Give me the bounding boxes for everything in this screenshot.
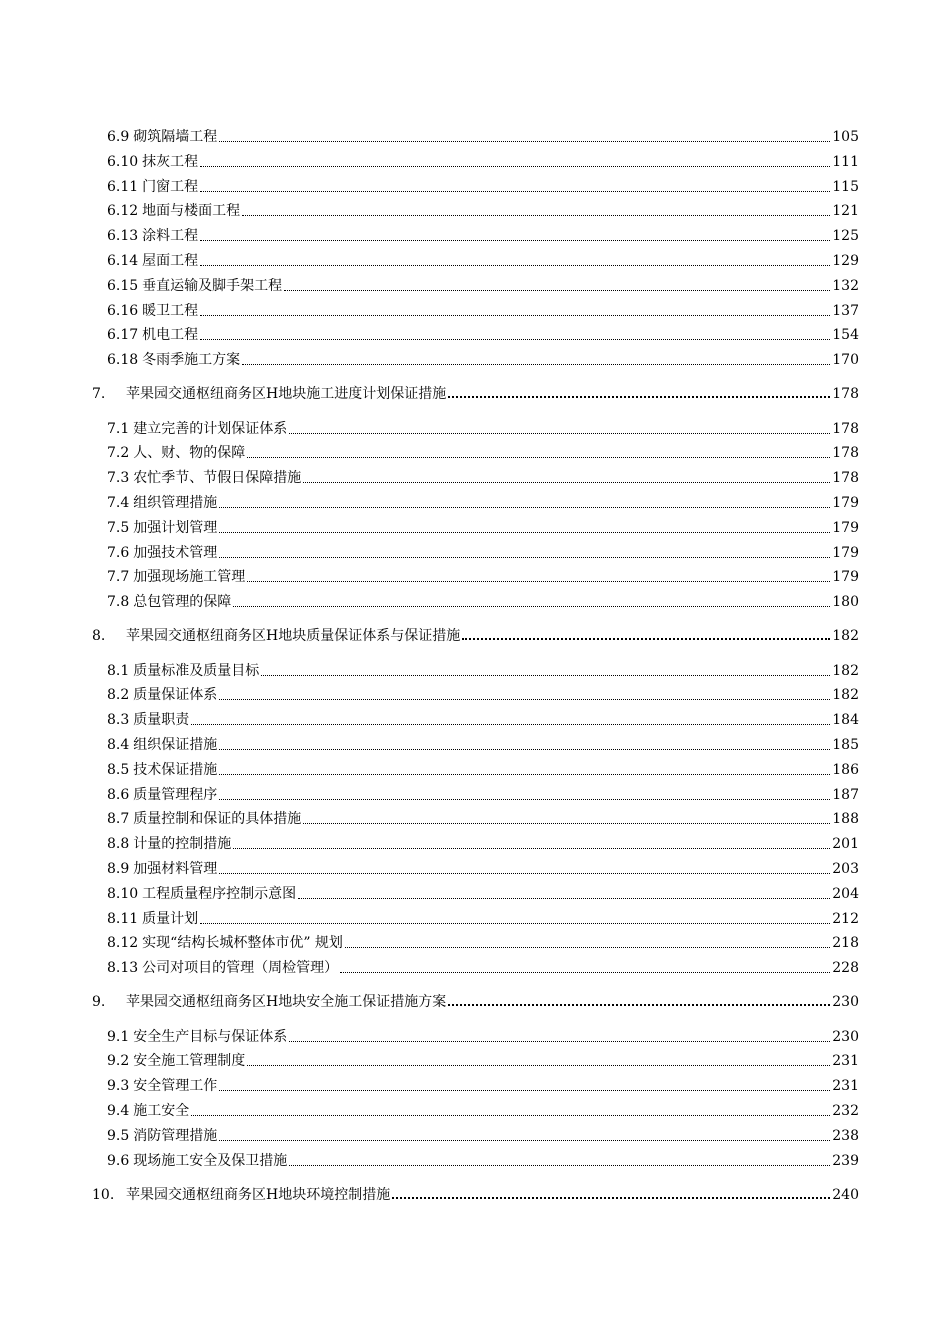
toc-entry-page: 121 xyxy=(832,203,859,220)
dot-leader xyxy=(200,165,830,167)
dot-leader xyxy=(303,822,830,824)
toc-entry-page: 231 xyxy=(832,1053,859,1070)
toc-entry-title: 屋面工程 xyxy=(142,253,199,269)
toc-entry-page: 137 xyxy=(832,302,859,319)
dot-leader xyxy=(219,1139,830,1141)
toc-entry[interactable] xyxy=(107,684,859,704)
toc-entry-number: 9. xyxy=(92,994,106,1011)
dot-leader xyxy=(247,1064,830,1066)
toc-entry[interactable] xyxy=(107,176,859,196)
toc-entry[interactable] xyxy=(107,1050,859,1070)
toc-entry[interactable] xyxy=(107,566,859,586)
toc-entry-number: 8.9 xyxy=(107,861,130,877)
toc-entry[interactable] xyxy=(107,858,859,878)
dot-leader xyxy=(233,605,830,607)
toc-entry[interactable] xyxy=(107,126,859,146)
toc-entry-page: 178 xyxy=(832,420,859,437)
toc-entry-title: 加强现场施工管理 xyxy=(133,569,246,586)
toc-entry-number: 8.1 xyxy=(107,662,130,679)
toc-entry-page: 180 xyxy=(832,594,859,611)
toc-entry-page: 232 xyxy=(832,1103,859,1119)
toc-entry-title: 砌筑隔墙工程 xyxy=(133,129,218,145)
toc-entry-number: 7.5 xyxy=(107,519,130,536)
toc-entry-page: 178 xyxy=(832,445,859,462)
toc-entry-number: 6.14 xyxy=(107,253,139,269)
toc-entry[interactable] xyxy=(107,734,859,754)
toc-entry-page: 178 xyxy=(832,386,859,403)
toc-entry-number: 6.13 xyxy=(107,228,139,245)
toc-entry-number: 8.7 xyxy=(107,811,130,828)
toc-entry-title: 技术保证措施 xyxy=(133,761,218,778)
toc-entry-page: 184 xyxy=(832,712,859,729)
toc-entry[interactable] xyxy=(107,1150,859,1170)
toc-entry-page: 170 xyxy=(832,352,859,369)
toc-entry-number: 8.2 xyxy=(107,687,130,704)
toc-entry-page: 185 xyxy=(832,737,859,753)
dot-leader xyxy=(200,922,830,924)
dot-leader xyxy=(242,363,830,365)
toc-entry[interactable] xyxy=(107,349,859,369)
toc-entry-title: 工程质量程序控制示意图 xyxy=(142,885,297,902)
toc-entry-number: 7.1 xyxy=(107,420,130,437)
dot-leader xyxy=(233,847,830,849)
toc-entry-number: 7.7 xyxy=(107,569,130,586)
toc-chapter-entry[interactable] xyxy=(92,1184,859,1204)
toc-entry-title: 组织管理措施 xyxy=(133,495,218,511)
dot-leader xyxy=(200,314,830,316)
toc-entry-page: 182 xyxy=(832,687,859,704)
dot-leader xyxy=(219,748,830,750)
dot-leader xyxy=(392,1196,830,1199)
toc-entry-number: 8.6 xyxy=(107,786,130,803)
toc-entry-page: 105 xyxy=(832,129,859,145)
dot-leader xyxy=(289,432,830,434)
toc-entry[interactable] xyxy=(107,442,859,462)
toc-entry-page: 154 xyxy=(832,327,859,344)
toc-entry-title: 垂直运输及脚手架工程 xyxy=(142,277,283,294)
toc-entry[interactable] xyxy=(107,591,859,611)
toc-entry-title: 苹果园交通枢纽商务区H地块环境控制措施 xyxy=(126,1186,391,1203)
dot-leader xyxy=(219,698,830,700)
toc-entry-page: 179 xyxy=(832,569,859,586)
toc-entry-title: 苹果园交通枢纽商务区H地块质量保证体系与保证措施 xyxy=(126,628,461,645)
toc-entry-number: 8. xyxy=(92,628,106,645)
toc-entry-title: 实现“结构长城杯整体市优” 规划 xyxy=(142,935,343,952)
toc-entry-number: 7.4 xyxy=(107,495,130,511)
toc-entry[interactable] xyxy=(107,808,859,828)
dot-leader xyxy=(242,214,830,216)
toc-entry-title: 苹果园交通枢纽商务区H地块安全施工保证措施方案 xyxy=(126,994,447,1011)
toc-entry-title: 计量的控制措施 xyxy=(133,836,232,853)
toc-entry-page: 203 xyxy=(832,861,859,877)
toc-entry-title: 安全生产目标与保证体系 xyxy=(133,1028,288,1045)
toc-entry-number: 7.8 xyxy=(107,594,130,611)
toc-entry-title: 消防管理措施 xyxy=(133,1127,218,1144)
toc-entry-title: 冬雨季施工方案 xyxy=(142,352,241,369)
toc-entry-title: 公司对项目的管理（周检管理） xyxy=(142,960,339,977)
dot-leader xyxy=(462,637,830,640)
toc-entry-number: 7.3 xyxy=(107,470,130,487)
toc-entry[interactable] xyxy=(107,275,859,295)
dot-leader xyxy=(247,456,830,458)
dot-leader xyxy=(261,674,830,676)
dot-leader xyxy=(219,140,830,142)
toc-entry[interactable] xyxy=(107,1100,859,1120)
toc-entry[interactable] xyxy=(107,784,859,804)
toc-entry-number: 9.6 xyxy=(107,1152,130,1169)
toc-entry-title: 质量管理程序 xyxy=(133,786,218,803)
toc-entry-page: 178 xyxy=(832,470,859,487)
dot-leader xyxy=(340,971,830,973)
toc-entry-title: 质量保证体系 xyxy=(133,687,218,704)
toc-entry-number: 10. xyxy=(92,1186,115,1203)
toc-entry-title: 质量计划 xyxy=(142,910,199,927)
toc-entry[interactable] xyxy=(107,225,859,245)
toc-entry-page: 238 xyxy=(832,1127,859,1144)
toc-entry-number: 7. xyxy=(92,386,106,403)
toc-entry-page: 182 xyxy=(832,662,859,679)
toc-entry-number: 8.12 xyxy=(107,935,139,952)
toc-entry-title: 加强技术管理 xyxy=(133,544,218,561)
toc-entry-number: 9.1 xyxy=(107,1028,130,1045)
toc-entry-number: 8.11 xyxy=(107,910,139,927)
toc-entry-number: 8.5 xyxy=(107,761,130,778)
dot-leader xyxy=(448,395,830,398)
toc-entry-title: 农忙季节、节假日保障措施 xyxy=(133,470,302,487)
dot-leader xyxy=(200,264,830,266)
toc-entry[interactable] xyxy=(107,324,859,344)
toc-entry-page: 179 xyxy=(832,495,859,511)
toc-entry-number: 6.18 xyxy=(107,352,139,369)
toc-entry-number: 6.12 xyxy=(107,203,139,220)
toc-entry-page: 182 xyxy=(832,628,859,645)
toc-entry-title: 建立完善的计划保证体系 xyxy=(133,420,288,437)
toc-entry-title: 安全管理工作 xyxy=(133,1078,218,1095)
toc-entry[interactable] xyxy=(107,1125,859,1145)
toc-entry[interactable] xyxy=(107,932,859,952)
toc-chapter-entry[interactable] xyxy=(92,991,859,1011)
dot-leader xyxy=(219,1089,830,1091)
toc-entry-page: 201 xyxy=(832,836,859,853)
toc-entry-number: 6.9 xyxy=(107,129,130,145)
toc-entry-page: 115 xyxy=(832,178,859,195)
toc-entry-number: 9.2 xyxy=(107,1053,130,1070)
toc-entry-title: 现场施工安全及保卫措施 xyxy=(133,1152,288,1169)
toc-entry-number: 7.2 xyxy=(107,445,130,462)
toc-entry[interactable] xyxy=(107,492,859,512)
toc-entry-page: 188 xyxy=(832,811,859,828)
toc-entry-page: 204 xyxy=(832,885,859,902)
toc-entry-number: 8.3 xyxy=(107,712,130,729)
dot-leader xyxy=(289,1164,830,1166)
toc-entry-page: 231 xyxy=(832,1078,859,1095)
toc-entry[interactable] xyxy=(107,1075,859,1095)
toc-entry[interactable] xyxy=(107,957,859,977)
toc-entry[interactable] xyxy=(107,883,859,903)
toc-entry[interactable] xyxy=(107,151,859,171)
toc-entry-title: 地面与楼面工程 xyxy=(142,203,241,220)
toc-entry-page: 187 xyxy=(832,786,859,803)
dot-leader xyxy=(303,481,830,483)
toc-entry-number: 9.3 xyxy=(107,1078,130,1095)
dot-leader xyxy=(200,190,830,192)
toc-entry-page: 186 xyxy=(832,761,859,778)
toc-entry-page: 132 xyxy=(832,277,859,294)
dot-leader xyxy=(200,338,830,340)
toc-entry-number: 8.10 xyxy=(107,885,139,902)
toc-entry-page: 239 xyxy=(832,1152,859,1169)
toc-entry-title: 门窗工程 xyxy=(142,178,199,195)
toc-entry-number: 6.11 xyxy=(107,178,139,195)
toc-entry-title: 暖卫工程 xyxy=(142,302,199,319)
toc-entry-page: 228 xyxy=(832,960,859,977)
toc-entry[interactable] xyxy=(107,418,859,438)
dot-leader xyxy=(298,897,830,899)
toc-entry-number: 8.13 xyxy=(107,960,139,977)
toc-chapter-entry[interactable] xyxy=(92,383,859,403)
toc-entry-title: 质量职责 xyxy=(133,712,190,729)
dot-leader xyxy=(289,1040,830,1042)
dot-leader xyxy=(219,556,830,558)
toc-entry-page: 179 xyxy=(832,519,859,536)
toc-chapter-entry[interactable] xyxy=(92,625,859,645)
toc-entry-title: 人、财、物的保障 xyxy=(133,445,246,462)
toc-entry-number: 8.8 xyxy=(107,836,130,853)
dot-leader xyxy=(219,531,830,533)
toc-entry[interactable] xyxy=(107,660,859,680)
toc-entry-page: 230 xyxy=(832,1028,859,1045)
dot-leader xyxy=(448,1003,830,1006)
toc-entry[interactable] xyxy=(107,300,859,320)
toc-entry-page: 230 xyxy=(832,994,859,1011)
toc-entry[interactable] xyxy=(107,467,859,487)
dot-leader xyxy=(200,239,830,241)
dot-leader xyxy=(284,289,830,291)
toc-entry[interactable] xyxy=(107,1026,859,1046)
dot-leader xyxy=(219,773,830,775)
toc-entry-title: 加强材料管理 xyxy=(133,861,218,877)
dot-leader xyxy=(219,872,830,874)
toc-entry[interactable] xyxy=(107,908,859,928)
toc-entry-title: 机电工程 xyxy=(142,327,199,344)
toc-entry-number: 6.15 xyxy=(107,277,139,294)
toc-entry-title: 施工安全 xyxy=(133,1103,190,1119)
dot-leader xyxy=(219,798,830,800)
dot-leader xyxy=(191,723,830,725)
toc-entry[interactable] xyxy=(107,759,859,779)
toc-entry-number: 9.4 xyxy=(107,1103,130,1119)
toc-entry-title: 质量控制和保证的具体措施 xyxy=(133,811,302,828)
toc-entry-title: 组织保证措施 xyxy=(133,737,218,753)
toc-entry-page: 125 xyxy=(832,228,859,245)
dot-leader xyxy=(219,506,830,508)
toc-entry-number: 6.17 xyxy=(107,327,139,344)
toc-entry-page: 212 xyxy=(832,910,859,927)
toc-entry-title: 总包管理的保障 xyxy=(133,594,232,611)
toc-entry-page: 218 xyxy=(832,935,859,952)
toc-entry[interactable] xyxy=(107,833,859,853)
toc-entry-number: 6.16 xyxy=(107,302,139,319)
toc-entry-title: 抹灰工程 xyxy=(142,153,199,170)
toc-entry-title: 加强计划管理 xyxy=(133,519,218,536)
toc-entry-number: 9.5 xyxy=(107,1127,130,1144)
toc-entry-page: 240 xyxy=(832,1186,859,1203)
dot-leader xyxy=(345,946,830,948)
toc-entry[interactable] xyxy=(107,250,859,270)
toc-entry-number: 6.10 xyxy=(107,153,139,170)
toc-entry-title: 安全施工管理制度 xyxy=(133,1053,246,1070)
toc-entry-title: 涂料工程 xyxy=(142,228,199,245)
toc-entry[interactable] xyxy=(107,200,859,220)
toc-entry-number: 7.6 xyxy=(107,544,130,561)
toc-entry[interactable] xyxy=(107,542,859,562)
toc-entry[interactable] xyxy=(107,517,859,537)
dot-leader xyxy=(191,1114,830,1116)
toc-entry-page: 179 xyxy=(832,544,859,561)
toc-entry-number: 8.4 xyxy=(107,737,130,753)
toc-entry[interactable] xyxy=(107,709,859,729)
toc-entry-title: 质量标准及质量目标 xyxy=(133,662,260,679)
dot-leader xyxy=(247,580,830,582)
toc-entry-page: 111 xyxy=(832,153,859,170)
toc-entry-title: 苹果园交通枢纽商务区H地块施工进度计划保证措施 xyxy=(126,386,447,403)
toc-entry-page: 129 xyxy=(832,253,859,269)
